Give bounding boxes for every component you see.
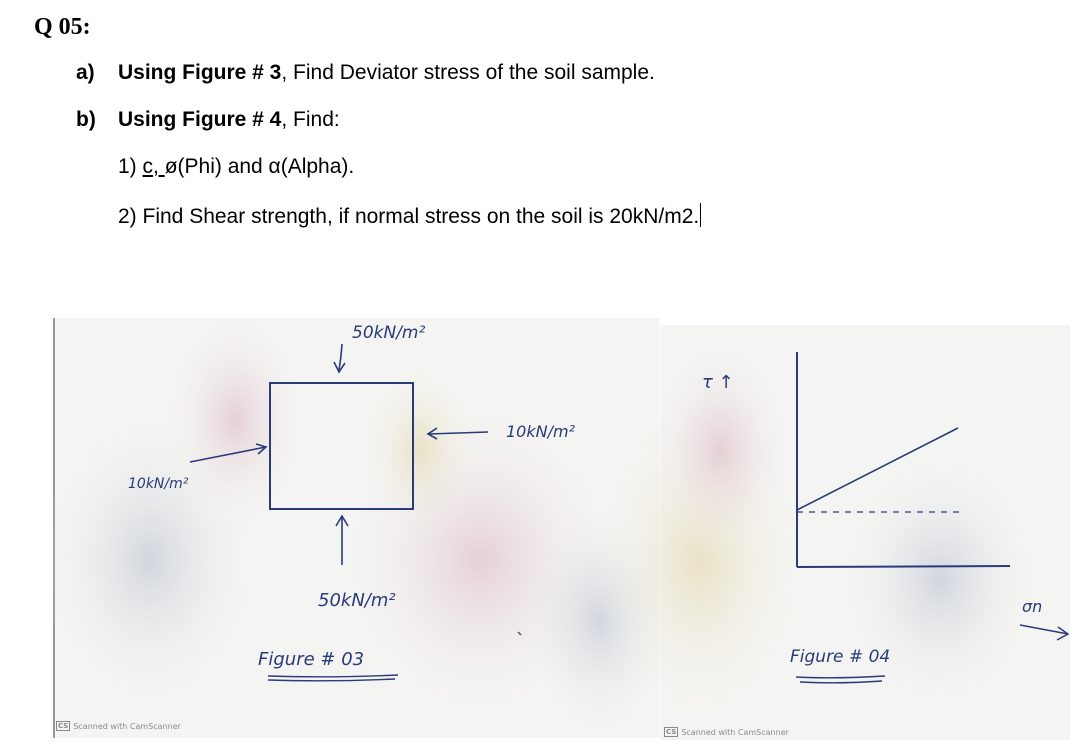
question-title: Q 05: [34, 14, 91, 40]
camscanner-icon: CS [666, 728, 677, 736]
bottom-load-label: 50kN/m² [318, 590, 396, 611]
right-load-label: 10kN/m² [506, 422, 575, 441]
tau-axis-label: τ ↑ [702, 372, 734, 393]
figure-3-scanner-mark [56, 721, 181, 731]
figure-3-caption: Figure # 03 [258, 649, 365, 670]
figure-3-photo [40, 310, 680, 740]
sigma-axis [797, 566, 1010, 567]
part-a-bold: Using Figure # 3 [118, 61, 282, 84]
figure-3-scanner-text: Scanned with CamScanner [73, 721, 181, 731]
part-a-label: a) [76, 61, 95, 84]
figure-4-scanner-mark [664, 727, 789, 737]
camscanner-icon: CS [58, 722, 69, 730]
part-b-bold: Using Figure # 4 [118, 108, 282, 131]
part-b-label: b) [76, 108, 96, 131]
item-2-text: 2) Find Shear strength, if normal stress on the soil is 20kN/m2. [118, 205, 700, 228]
sigma-axis-label: σn [1022, 597, 1043, 616]
phi-glyph: ø [164, 155, 178, 178]
left-load-label: 10kN/m² [128, 476, 189, 492]
top-load-label: 50kN/m² [352, 323, 426, 343]
item-1-text: (Phi) and α(Alpha). [177, 155, 355, 178]
part-b-text: , Find: [281, 108, 340, 131]
part-a-text: , Find Deviator stress of the soil sample. [281, 61, 655, 84]
item-1-prefix: 1) [118, 155, 143, 178]
figure-4-scanner-text: Scanned with CamScanner [681, 727, 789, 737]
figure-4-caption: Figure # 04 [790, 647, 891, 667]
item-1-sep: , [153, 155, 165, 178]
item-1-c: c [142, 155, 154, 178]
